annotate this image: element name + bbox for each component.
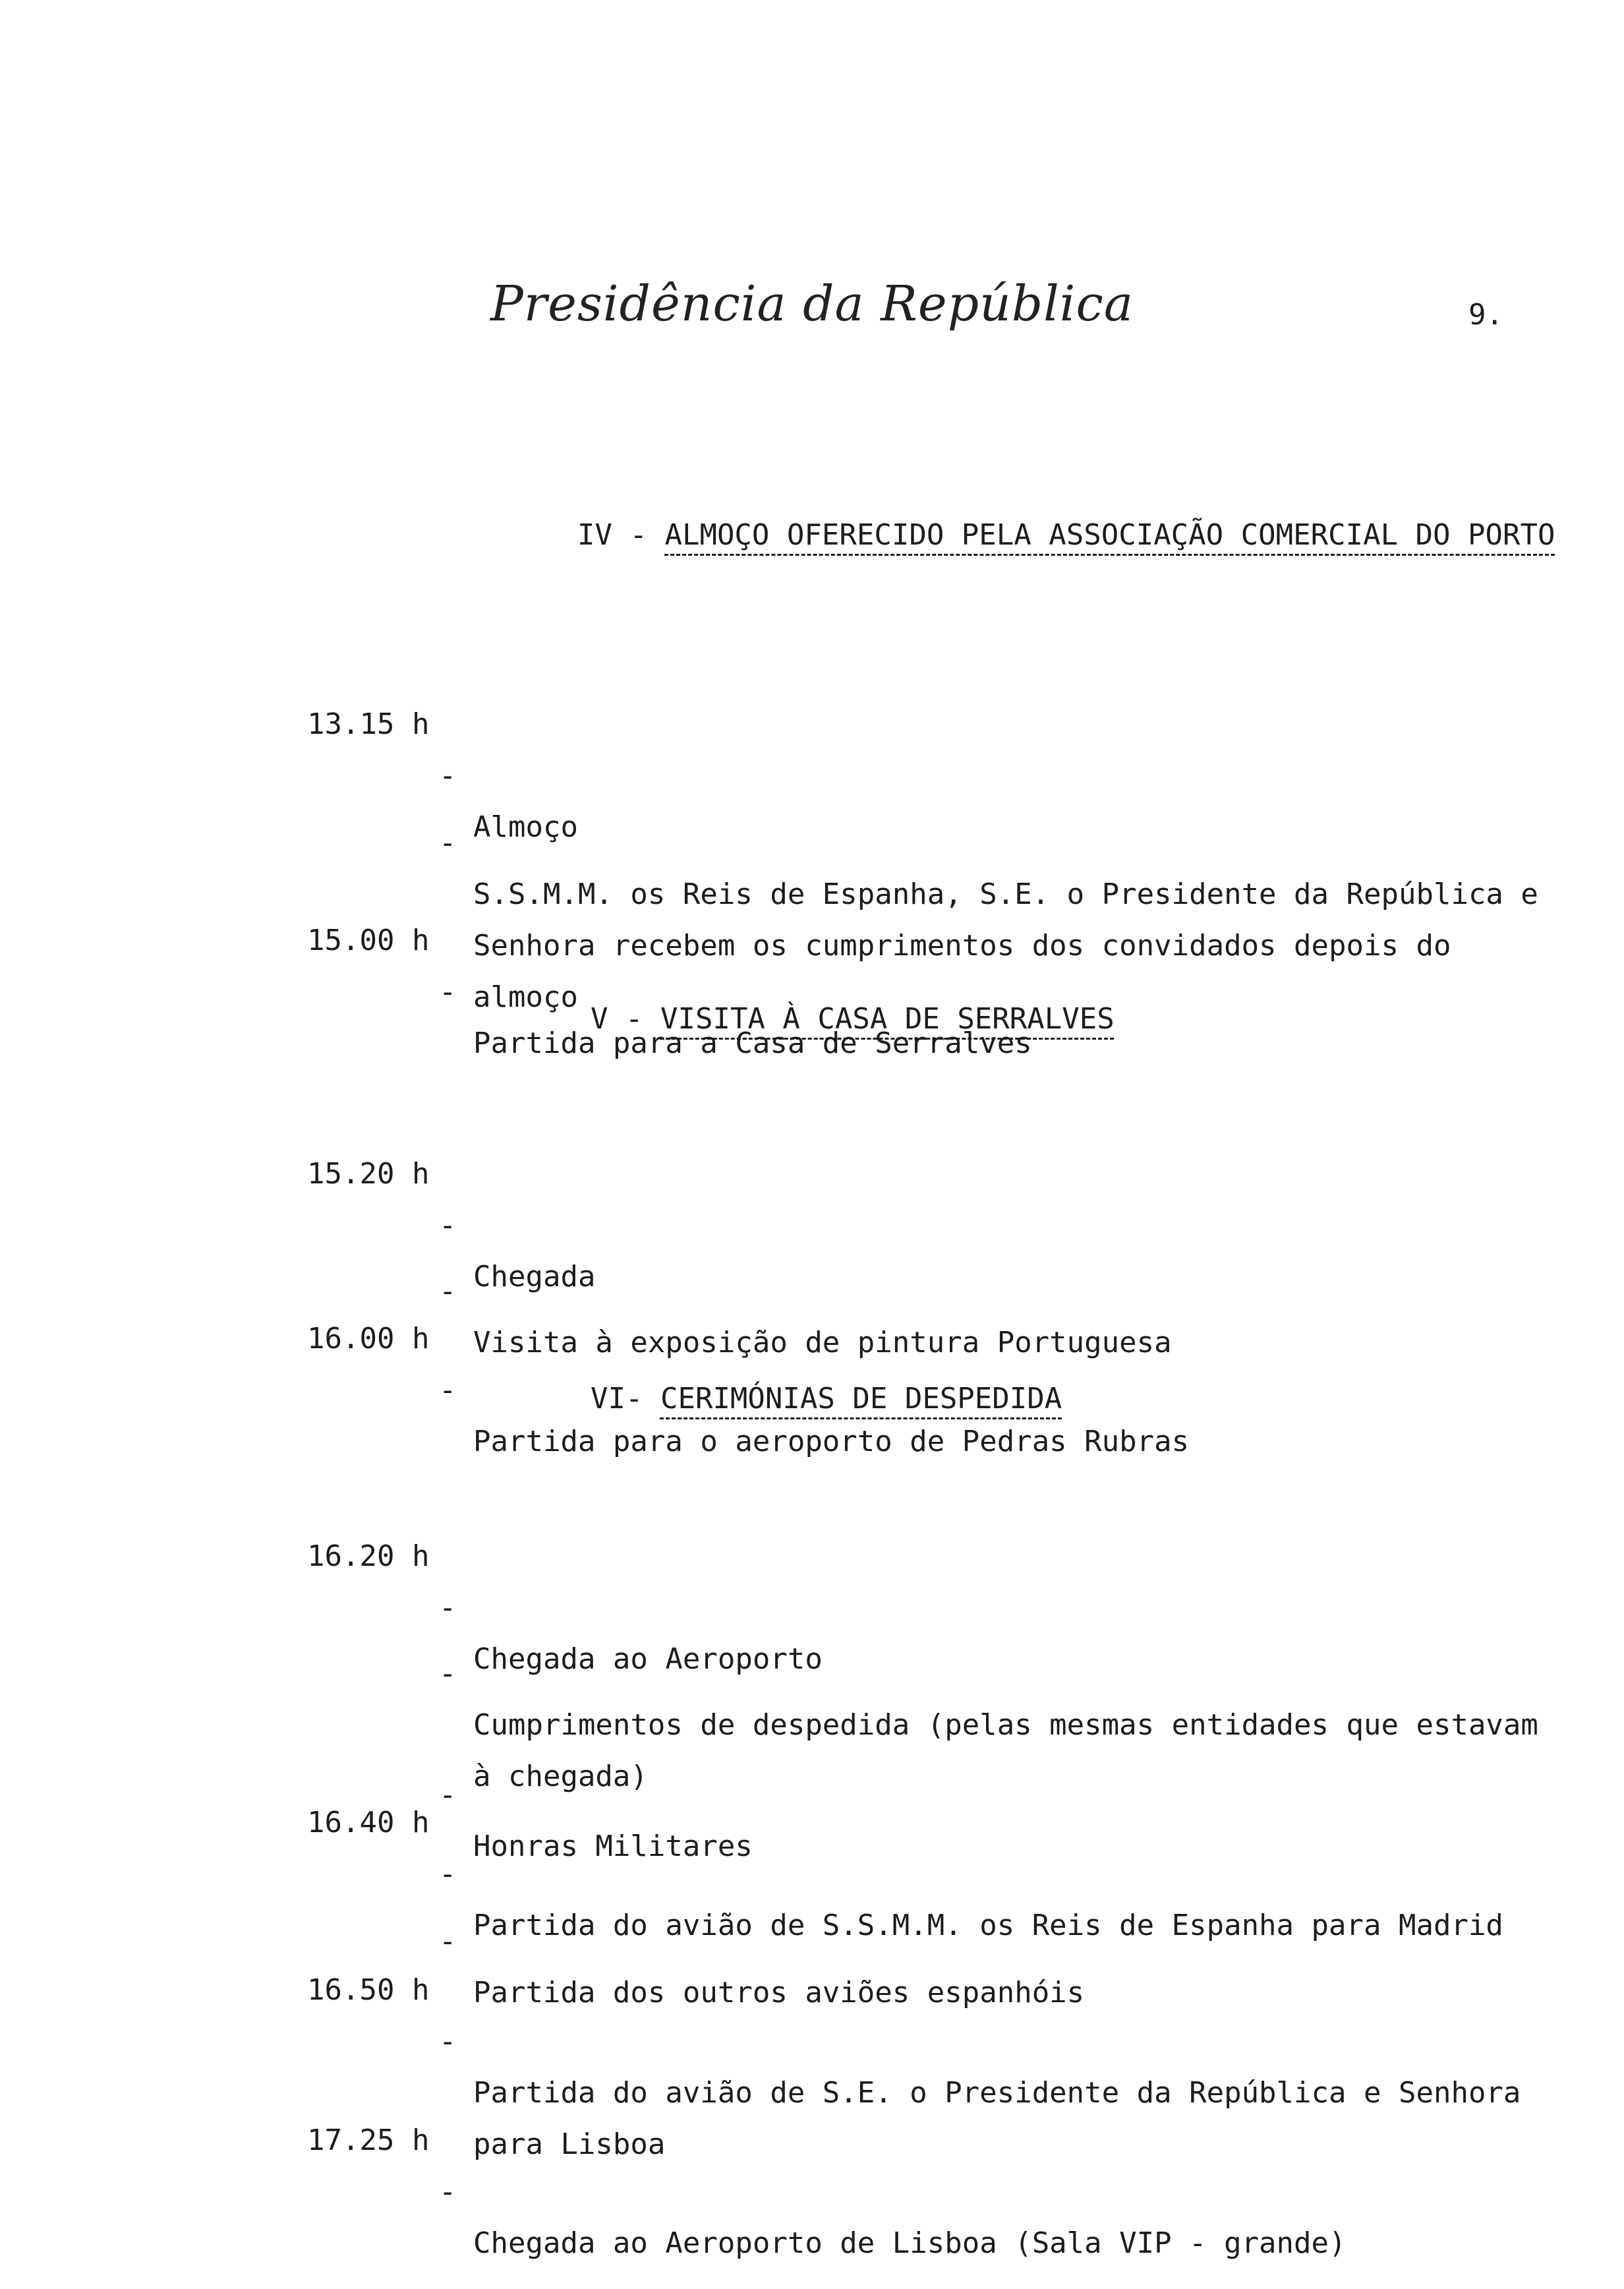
schedule-text: Visita à exposição de pintura Portuguesa <box>473 1326 1172 1359</box>
section-numeral: VI <box>591 1382 625 1415</box>
list-dash: - <box>439 1924 457 1958</box>
schedule-text: S.S.M.M. os Reis de Espanha, S.E. o Presidente da República e Senhora recebem os cumprimentos dos convidados depois do almoço <box>473 877 1538 1014</box>
section-title: VISITA À CASA DE SERRALVES <box>660 1002 1115 1036</box>
list-dash: - <box>439 759 457 792</box>
schedule-text: Chegada ao Aeroporto de Lisboa (Sala VIP - grande) <box>473 2226 1347 2260</box>
schedule-text: Honras Militares <box>473 1829 753 1863</box>
section-separator: - <box>608 1002 660 1036</box>
section-separator: - <box>612 518 665 552</box>
list-dash: - <box>439 1208 457 1242</box>
list-dash: - <box>439 2175 457 2209</box>
schedule-time: 13.15 h <box>307 707 430 741</box>
list-dash: - <box>439 1274 457 1308</box>
list-dash: - <box>439 1778 457 1812</box>
list-dash: - <box>439 1857 457 1891</box>
letterhead: Presidência da República <box>490 276 1134 332</box>
list-dash: - <box>439 1657 457 1690</box>
schedule-text: Chegada ao Aeroporto <box>473 1642 823 1676</box>
schedule-time: 15.20 h <box>307 1157 430 1191</box>
schedule-row <box>0 2064 1624 2269</box>
schedule-time: 16.00 h <box>307 1322 430 1355</box>
section-title: ALMOÇO OFERECIDO PELA ASSOCIAÇÃO COMERCIAL DO PORTO <box>664 518 1555 552</box>
schedule-text: Partida para o aeroporto de Pedras Rubras <box>473 1425 1190 1458</box>
section-title: CERIMÓNIAS DE DESPEDIDA <box>660 1382 1062 1415</box>
schedule-row <box>0 1262 1624 1468</box>
schedule-time: 16.20 h <box>307 1539 430 1573</box>
section-heading-iv <box>577 518 1555 552</box>
schedule-text: Partida dos outros aviões espanhóis <box>473 1976 1085 2009</box>
list-dash: - <box>439 826 457 860</box>
list-dash: - <box>439 1591 457 1624</box>
schedule-text: Partida do avião de S.S.M.M. os Reis de Espanha para Madrid <box>473 1909 1503 1942</box>
section-numeral: IV <box>577 518 612 552</box>
schedule-text: Chegada <box>473 1260 596 1293</box>
page-number: 9. <box>1468 298 1503 332</box>
schedule-text: Almoço <box>473 810 578 844</box>
section-numeral: V <box>591 1002 608 1036</box>
schedule-text: Partida do avião de S.E. o Presidente da República e Senhora para Lisboa <box>473 2076 1521 2161</box>
list-dash: - <box>439 1373 457 1407</box>
list-dash: - <box>439 975 457 1009</box>
schedule-time: 17.25 h <box>307 2124 430 2157</box>
schedule-text: Partida para a Casa de Serralves <box>473 1026 1032 1060</box>
schedule-time: 16.50 h <box>307 1973 430 2007</box>
section-separator: - <box>625 1382 660 1415</box>
list-dash: - <box>439 2025 457 2058</box>
schedule-row <box>0 864 1624 1069</box>
section-heading-v <box>591 1002 1115 1036</box>
schedule-time: 15.00 h <box>307 924 430 957</box>
section-heading-vi <box>591 1382 1062 1415</box>
schedule-text: Cumprimentos de despedida (pelas mesmas entidades que estavam à chegada) <box>473 1708 1538 1793</box>
schedule-time: 16.40 h <box>307 1806 430 1839</box>
